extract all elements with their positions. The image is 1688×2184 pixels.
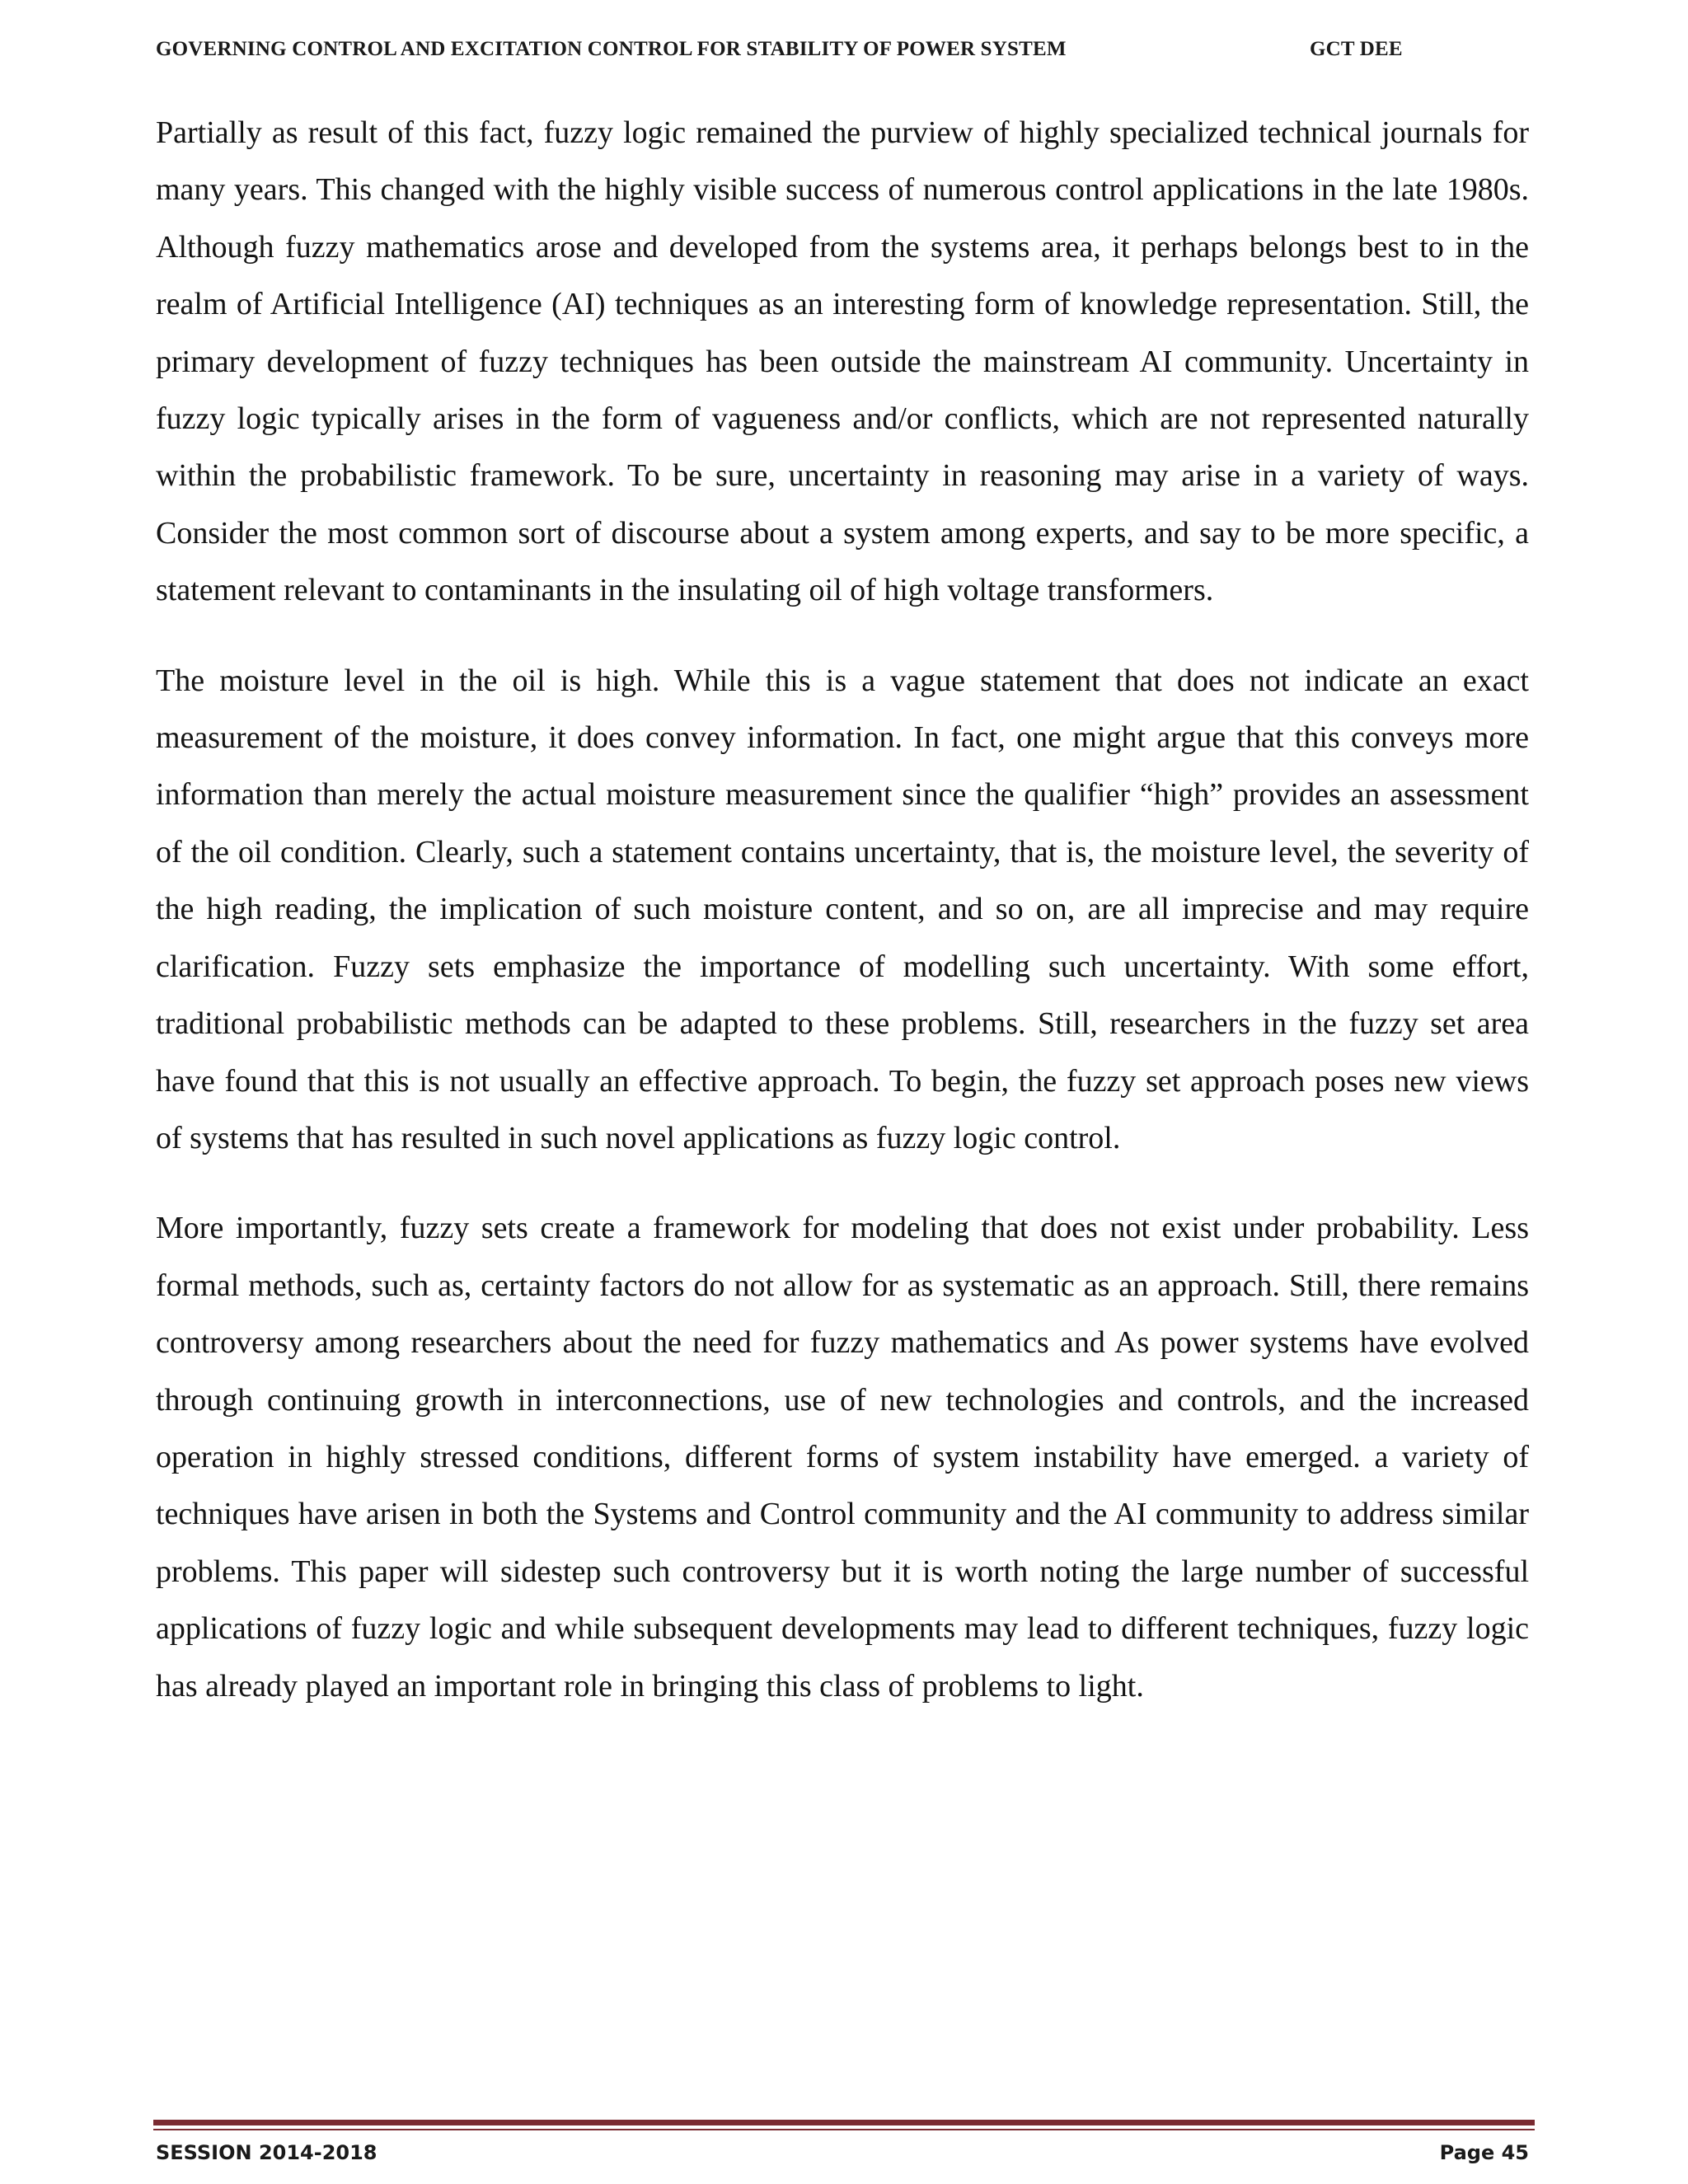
page-header	[156, 38, 1409, 71]
header-title: GOVERNING CONTROL AND EXCITATION CONTROL FOR STABILITY OF POWER SYSTEM	[156, 38, 1067, 60]
footer-rule-thin	[153, 2129, 1535, 2130]
footer-page-number: Page 45	[1439, 2141, 1529, 2164]
header-department: GCT DEE	[1310, 38, 1403, 60]
body-text	[156, 105, 1529, 1748]
footer-session: SESSION 2014-2018	[156, 2141, 377, 2164]
paragraph-2: The moisture level in the oil is high. While this is a vague statement that does not indicate an exact measurement of the moisture, it does convey information. In fact, one might argue that this conveys more information than merely the actual moisture measurement since the qualifier “high” provides an assessment of the oil condition. Clearly, such a statement contains uncertainty, that is, the moisture level, the severity of the high reading, the implication of such moisture content, and so on, are all imprecise and may require clarification. Fuzzy sets emphasize the importance of modelling such uncertainty. With some effort, traditional probabilistic methods can be adapted to these problems. Still, researchers in the fuzzy set area have found that this is not usually an effective approach. To begin, the fuzzy set approach poses new views of systems that has resulted in such novel applications as fuzzy logic control.	[156, 663, 1529, 1155]
footer-rule-thick	[153, 2120, 1535, 2125]
paragraph-3: More importantly, fuzzy sets create a framework for modeling that does not exist under probability. Less formal methods, such as, certainty factors do not allow for as systematic as an approach. Still, there remains controversy among researchers about the need for fuzzy mathematics and As power systems have evolved through continuing growth in interconnections, use of new technologies and controls, and the increased operation in highly stressed conditions, different forms of system instability have emerged. a variety of techniques have arisen in both the Systems and Control community and the AI community to address similar problems. This paper will sidestep such controversy but it is worth noting the large number of successful applications of fuzzy logic and while subsequent developments may lead to different techniques, fuzzy logic has already played an important role in bringing this class of problems to light.	[156, 1211, 1529, 1704]
paragraph-1: Partially as result of this fact, fuzzy logic remained the purview of highly specialized technical journals for many years. This changed with the highly visible success of numerous control applications in the late 1980s. Although fuzzy mathematics arose and developed from the systems area, it perhaps belongs best to in the realm of Artificial Intelligence (AI) techniques as an interesting form of knowledge representation. Still, the primary development of fuzzy techniques has been outside the mainstream AI community. Uncertainty in fuzzy logic typically arises in the form of vagueness and/or conflicts, which are not represented naturally within the probabilistic framework. To be sure, uncertainty in reasoning may arise in a variety of ways. Consider the most common sort of discourse about a system among experts, and say to be more specific, a statement relevant to contaminants in the insulating oil of high voltage transformers.	[156, 115, 1529, 608]
page-footer	[156, 2141, 1529, 2171]
